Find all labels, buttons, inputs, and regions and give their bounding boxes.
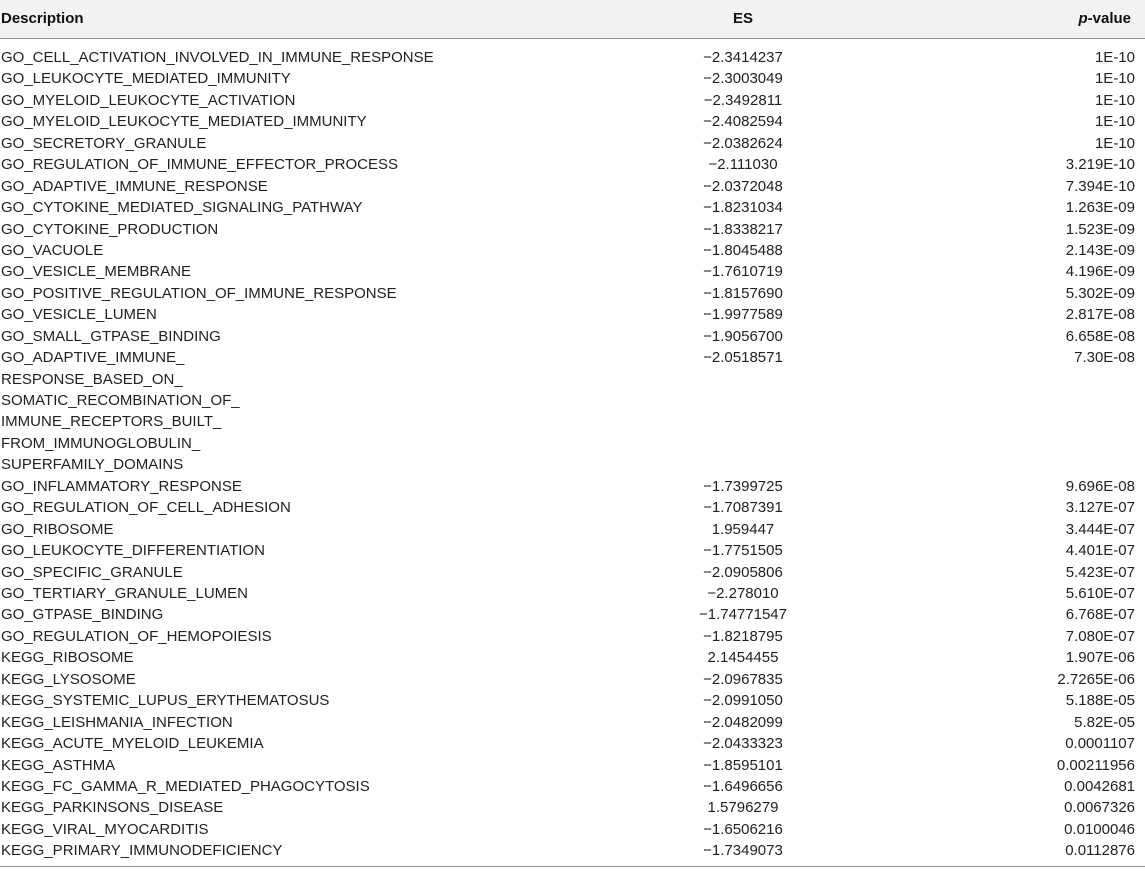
description-line: FROM_IMMUNOGLOBULIN_ xyxy=(1,434,201,452)
description-cell xyxy=(1,240,561,261)
p-value-cell: 3.444E-07 xyxy=(1065,520,1135,538)
table-row xyxy=(0,755,1145,776)
p-value-cell: 1E-10 xyxy=(1094,49,1135,66)
description-line: GO_REGULATION_OF_CELL_ADHESION xyxy=(1,499,291,517)
description-line: IMMUNE_RECEPTORS_BUILT_ xyxy=(1,413,222,431)
description-cell xyxy=(1,712,561,733)
p-value-cell: 2.817E-08 xyxy=(1065,306,1135,324)
p-value-cell: 2.143E-09 xyxy=(1065,241,1135,259)
p-value-cell: 4.196E-09 xyxy=(1065,263,1135,281)
description-cell xyxy=(1,68,561,89)
es-cell: −1.8231034 xyxy=(703,199,783,217)
description-line: GO_VESICLE_MEMBRANE xyxy=(1,263,192,281)
description-cell xyxy=(1,133,561,154)
table-row xyxy=(0,819,1145,840)
description-cell xyxy=(1,261,561,282)
es-cell: −2.3492811 xyxy=(703,91,783,109)
p-value-cell: 5.610E-07 xyxy=(1065,585,1135,602)
p-value-cell: 7.30E-08 xyxy=(1074,349,1135,367)
table-row xyxy=(0,669,1145,690)
p-value-cell: 2.7265E-06 xyxy=(1057,670,1135,688)
es-cell: −2.0482099 xyxy=(703,713,783,731)
description-line: KEGG_LYSOSOME xyxy=(1,670,136,688)
table-row xyxy=(0,583,1145,604)
es-cell: −2.0905806 xyxy=(703,563,783,581)
description-cell xyxy=(1,326,561,347)
table-row xyxy=(0,261,1145,282)
description-cell xyxy=(1,219,561,240)
es-cell: −1.7349073 xyxy=(703,842,783,860)
p-value-cell: 0.0001107 xyxy=(1065,735,1135,753)
table-row xyxy=(0,240,1145,261)
p-value-cell: 5.188E-05 xyxy=(1065,692,1135,710)
description-line: GO_VACUOLE xyxy=(1,241,104,259)
description-cell xyxy=(1,540,561,561)
table-row xyxy=(0,283,1145,304)
table-row xyxy=(0,712,1145,733)
description-line: KEGG_FC_GAMMA_R_MEDIATED_PHAGOCYTOSIS xyxy=(1,777,370,795)
table-row xyxy=(0,219,1145,240)
es-cell: 1.5796279 xyxy=(707,799,779,817)
description-line: GO_LEUKOCYTE_DIFFERENTIATION xyxy=(1,542,265,560)
es-cell: −2.0991050 xyxy=(703,692,783,710)
es-cell: −2.3414237 xyxy=(703,49,783,66)
es-cell: −1.6506216 xyxy=(703,820,783,838)
es-cell: −2.0433323 xyxy=(703,735,783,753)
bottom-rule xyxy=(0,866,1145,867)
table-row xyxy=(0,154,1145,175)
p-value-cell: 0.0100046 xyxy=(1064,820,1135,838)
table-row xyxy=(0,604,1145,625)
description-line: GO_CELL_ACTIVATION_INVOLVED_IN_IMMUNE_RESPONSE xyxy=(1,49,434,66)
es-cell: −1.9056700 xyxy=(703,327,783,345)
p-value-cell: 0.00211956 xyxy=(1056,756,1135,774)
p-value-cell: 3.219E-10 xyxy=(1065,156,1135,174)
description-cell xyxy=(1,733,561,754)
header-es: ES xyxy=(732,10,753,27)
description-line: GO_INFLAMMATORY_RESPONSE xyxy=(1,477,242,495)
table-row xyxy=(0,626,1145,647)
es-cell: 1.959447 xyxy=(711,520,775,538)
p-value-cell: 4.401E-07 xyxy=(1065,542,1135,560)
description-line: GO_SPECIFIC_GRANULE xyxy=(1,563,183,581)
p-value-cell: 0.0067326 xyxy=(1064,799,1135,817)
description-cell xyxy=(1,583,561,604)
header-p-rest: -value xyxy=(1087,10,1131,27)
table-body xyxy=(0,47,1145,862)
description-cell xyxy=(1,47,561,68)
es-cell: −2.3003049 xyxy=(703,70,783,88)
description-line: GO_MYELOID_LEUKOCYTE_MEDIATED_IMMUNITY xyxy=(1,113,367,131)
es-cell: −1.7087391 xyxy=(703,499,783,517)
description-line: GO_ADAPTIVE_IMMUNE_ xyxy=(1,349,185,367)
es-cell: −1.8157690 xyxy=(703,284,783,302)
description-line: GO_CYTOKINE_PRODUCTION xyxy=(1,220,219,238)
p-value-cell: 0.0112876 xyxy=(1065,842,1135,860)
p-value-cell: 1E-10 xyxy=(1094,134,1135,152)
description-line: SUPERFAMILY_DOMAINS xyxy=(1,456,184,474)
description-line: KEGG_ASTHMA xyxy=(1,756,116,774)
es-cell: −1.8045488 xyxy=(703,241,783,259)
table-row xyxy=(0,326,1145,347)
description-line: KEGG_VIRAL_MYOCARDITIS xyxy=(1,820,209,838)
header-description: Description xyxy=(1,10,84,27)
description-cell xyxy=(1,197,561,218)
description-cell xyxy=(1,626,561,647)
description-cell xyxy=(1,647,561,668)
table-header xyxy=(0,0,1145,39)
description-line: GO_GTPASE_BINDING xyxy=(1,606,164,624)
p-value-cell: 9.696E-08 xyxy=(1065,477,1135,495)
es-cell: −1.9977589 xyxy=(703,306,783,324)
table-row xyxy=(0,68,1145,89)
es-cell: −2.111030 xyxy=(708,156,778,174)
table-row xyxy=(0,840,1145,861)
table-row xyxy=(0,347,1145,476)
es-cell: −1.8338217 xyxy=(703,220,783,238)
description-line: KEGG_ACUTE_MYELOID_LEUKEMIA xyxy=(1,735,264,753)
description-line: GO_MYELOID_LEUKOCYTE_ACTIVATION xyxy=(1,91,296,109)
description-cell xyxy=(1,497,561,518)
description-cell xyxy=(1,519,561,540)
description-cell xyxy=(1,111,561,132)
description-line: GO_CYTOKINE_MEDIATED_SIGNALING_PATHWAY xyxy=(1,199,363,217)
p-value-cell: 1E-10 xyxy=(1094,113,1135,131)
es-cell: −1.8595101 xyxy=(703,756,783,774)
es-cell: −1.7610719 xyxy=(703,263,783,281)
description-line: KEGG_PRIMARY_IMMUNODEFICIENCY xyxy=(1,842,283,860)
es-cell: −2.278010 xyxy=(707,585,779,602)
table-row xyxy=(0,776,1145,797)
p-value-cell: 7.394E-10 xyxy=(1065,177,1135,195)
header-p-value xyxy=(1078,10,1131,28)
es-cell: −1.74771547 xyxy=(698,606,787,624)
table-row xyxy=(0,540,1145,561)
description-cell xyxy=(1,476,561,497)
description-cell xyxy=(1,819,561,840)
description-line: GO_REGULATION_OF_HEMOPOIESIS xyxy=(1,627,272,645)
header-p-italic: p xyxy=(1078,10,1088,27)
table-row xyxy=(0,176,1145,197)
p-value-cell: 5.82E-05 xyxy=(1074,713,1135,731)
description-line: GO_SECRETORY_GRANULE xyxy=(1,134,207,152)
es-cell: −1.6496656 xyxy=(703,777,783,795)
description-line: KEGG_SYSTEMIC_LUPUS_ERYTHEMATOSUS xyxy=(1,692,330,710)
description-line: GO_RIBOSOME xyxy=(1,520,114,538)
description-line: GO_ADAPTIVE_IMMUNE_RESPONSE xyxy=(1,177,268,195)
table-row xyxy=(0,497,1145,518)
p-value-cell: 1E-10 xyxy=(1094,91,1135,109)
es-cell: −1.7399725 xyxy=(703,477,783,495)
description-line: RESPONSE_BASED_ON_ xyxy=(1,370,183,388)
p-value-cell: 6.768E-07 xyxy=(1065,606,1135,624)
table-row xyxy=(0,476,1145,497)
description-cell xyxy=(1,604,561,625)
table-row xyxy=(0,733,1145,754)
table-row xyxy=(0,304,1145,325)
description-line: GO_REGULATION_OF_IMMUNE_EFFECTOR_PROCESS xyxy=(1,156,399,174)
p-value-cell: 0.0042681 xyxy=(1064,777,1135,795)
description-cell xyxy=(1,669,561,690)
table-row xyxy=(0,197,1145,218)
es-cell: −1.8218795 xyxy=(703,627,783,645)
table-row xyxy=(0,90,1145,111)
p-value-cell: 3.127E-07 xyxy=(1065,499,1135,517)
p-value-cell: 1.907E-06 xyxy=(1065,649,1135,667)
description-cell xyxy=(1,154,561,175)
table-row xyxy=(0,519,1145,540)
description-line: GO_SMALL_GTPASE_BINDING xyxy=(1,327,221,345)
table-row xyxy=(0,690,1145,711)
description-line: GO_TERTIARY_GRANULE_LUMEN xyxy=(1,585,249,602)
description-cell xyxy=(1,283,561,304)
table-row xyxy=(0,562,1145,583)
description-cell xyxy=(1,347,561,476)
description-cell xyxy=(1,562,561,583)
p-value-cell: 5.302E-09 xyxy=(1065,284,1135,302)
p-value-cell: 6.658E-08 xyxy=(1065,327,1135,345)
description-line: GO_LEUKOCYTE_MEDIATED_IMMUNITY xyxy=(1,70,291,88)
es-cell: −1.7751505 xyxy=(703,542,783,560)
description-line: KEGG_RIBOSOME xyxy=(1,649,134,667)
es-cell: −2.0967835 xyxy=(703,670,783,688)
p-value-cell: 1E-10 xyxy=(1094,70,1135,88)
table-row xyxy=(0,47,1145,68)
p-value-cell: 1.263E-09 xyxy=(1065,199,1135,217)
description-line: SOMATIC_RECOMBINATION_OF_ xyxy=(1,392,240,409)
p-value-cell: 7.080E-07 xyxy=(1065,627,1135,645)
description-cell xyxy=(1,755,561,776)
description-cell xyxy=(1,176,561,197)
p-value-cell: 1.523E-09 xyxy=(1065,220,1135,238)
es-cell: 2.1454455 xyxy=(707,649,779,667)
es-cell: −2.0518571 xyxy=(703,349,783,367)
table-row xyxy=(0,797,1145,818)
description-line: KEGG_PARKINSONS_DISEASE xyxy=(1,799,224,817)
description-cell xyxy=(1,304,561,325)
description-cell xyxy=(1,776,561,797)
table-row xyxy=(0,111,1145,132)
es-cell: −2.0372048 xyxy=(703,177,783,195)
p-value-cell: 5.423E-07 xyxy=(1065,563,1135,581)
description-cell xyxy=(1,797,561,818)
description-cell xyxy=(1,90,561,111)
description-line: KEGG_LEISHMANIA_INFECTION xyxy=(1,713,233,731)
table-row xyxy=(0,133,1145,154)
description-line: GO_VESICLE_LUMEN xyxy=(1,306,157,324)
description-cell xyxy=(1,840,561,861)
es-cell: −2.4082594 xyxy=(703,113,783,131)
description-line: GO_POSITIVE_REGULATION_OF_IMMUNE_RESPONSE xyxy=(1,284,397,302)
table-row xyxy=(0,647,1145,668)
es-cell: −2.0382624 xyxy=(703,134,783,152)
description-cell xyxy=(1,690,561,711)
